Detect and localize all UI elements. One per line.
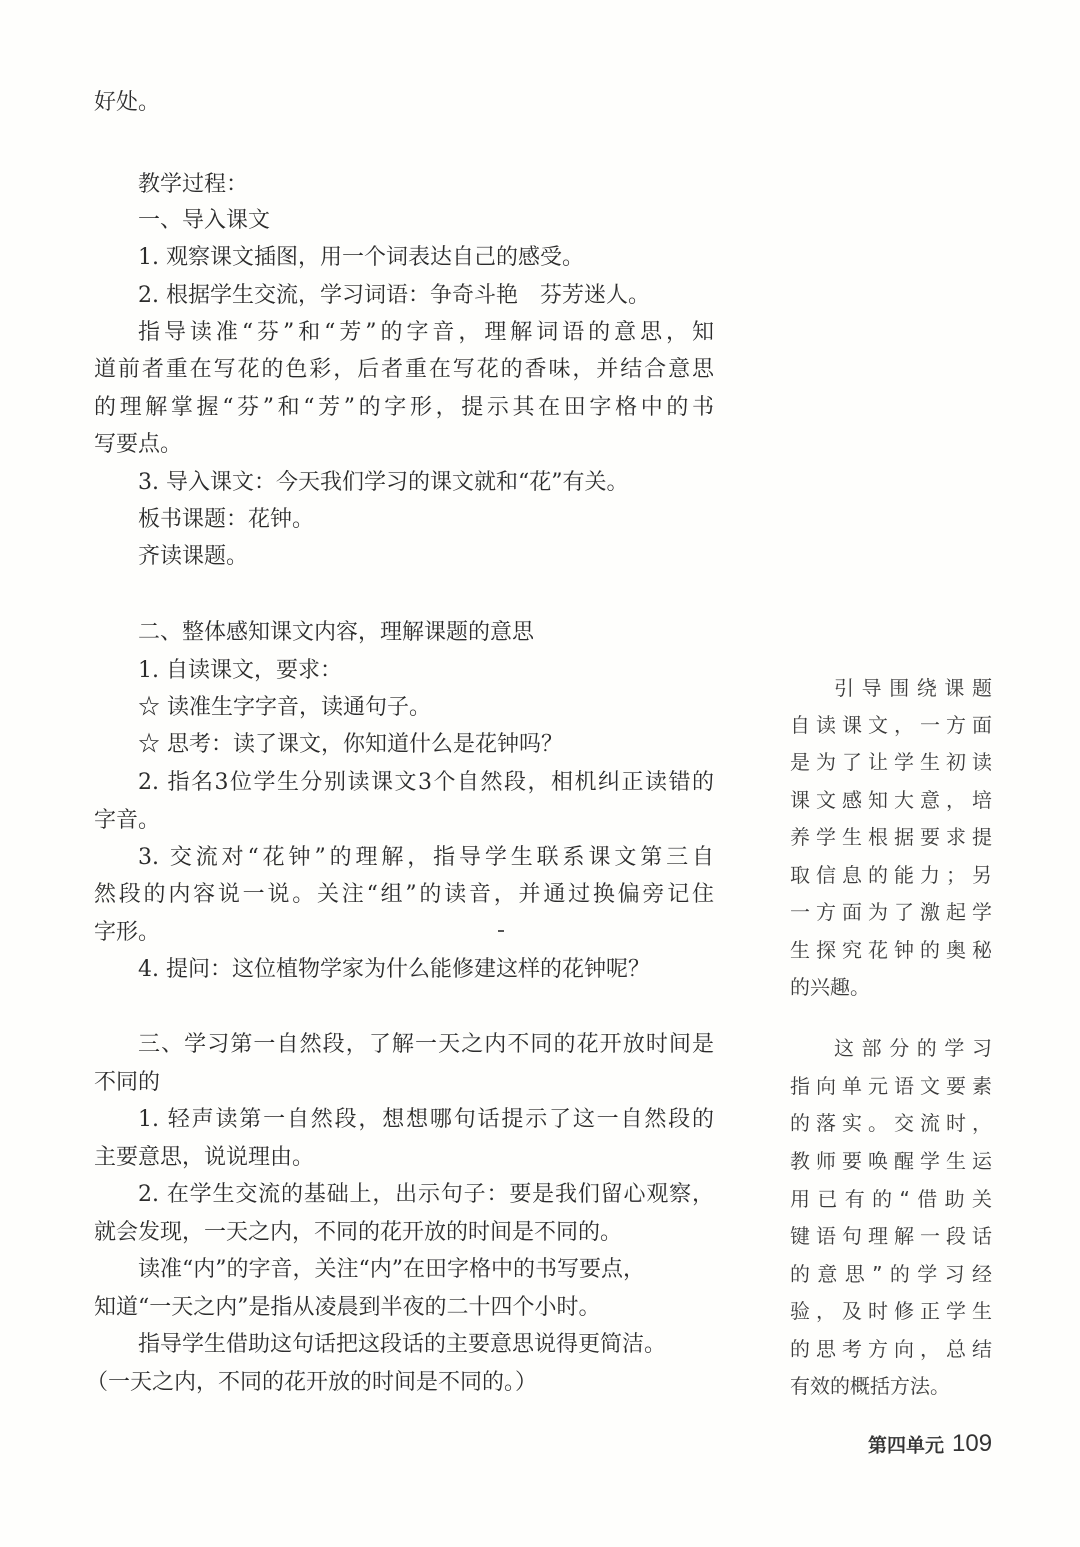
section-heading: 一、导入课文 bbox=[138, 208, 271, 233]
note-line: 一方面为了激起学 bbox=[790, 900, 992, 924]
text-line: ☆ 思考：读了课文，你知道什么是花钟吗？ bbox=[138, 732, 563, 757]
note-line: 教师要唤醒学生运 bbox=[790, 1149, 992, 1173]
note-line: 的兴趣。 bbox=[790, 975, 870, 999]
note-line: 的思考方向，总结 bbox=[790, 1337, 992, 1361]
text-line: 2. 指名3位学生分别读课文3个自然段，相机纠正读错的 bbox=[138, 770, 714, 795]
note-line: 课文感知大意，培 bbox=[790, 788, 992, 812]
note-line: 有效的概括方法。 bbox=[790, 1374, 950, 1398]
text-line: 3. 导入课文：今天我们学习的课文就和“花”有关。 bbox=[138, 470, 629, 495]
note-line: 指向单元语文要素 bbox=[790, 1074, 992, 1098]
text-line: 就会发现，一天之内，不同的花开放的时间是不同的。 bbox=[94, 1220, 623, 1245]
text-line: 好处。 bbox=[94, 90, 161, 115]
text-line: 指导学生借助这句话把这段话的主要意思说得更简洁。 bbox=[138, 1332, 667, 1357]
text-line: 道前者重在写花的色彩，后者重在写花的香味，并结合意思 bbox=[94, 357, 714, 382]
text-line: 主要意思，说说理由。 bbox=[94, 1145, 315, 1170]
note-line: 引导围绕课题 bbox=[834, 676, 992, 700]
note-line: 是为了让学生初读 bbox=[790, 750, 992, 774]
note-line: 取信息的能力；另 bbox=[790, 863, 992, 887]
note-line: 养学生根据要求提 bbox=[790, 825, 992, 849]
text-line: 2. 根据学生交流，学习词语：争奇斗艳 芬芳迷人。 bbox=[138, 283, 650, 308]
text-line: 字形。 bbox=[94, 920, 161, 945]
note-line: 这部分的学习 bbox=[834, 1036, 992, 1060]
text-line: 4. 提问：这位植物学家为什么能修建这样的花钟呢？ bbox=[138, 957, 650, 982]
text-line: 的理解掌握“芬”和“芳”的字形，提示其在田字格中的书 bbox=[94, 395, 714, 420]
note-line: 用已有的“借助关 bbox=[790, 1187, 992, 1211]
section-heading: 教学过程： bbox=[138, 172, 249, 197]
section-heading: 三、学习第一自然段，了解一天之内不同的花开放时间是 bbox=[138, 1032, 714, 1057]
text-line: 写要点。 bbox=[94, 432, 183, 457]
note-line: 的落实。交流时， bbox=[790, 1111, 992, 1135]
text-line: 指导读准“芬”和“芳”的字音，理解词语的意思，知 bbox=[138, 320, 714, 345]
note-line: 验，及时修正学生 bbox=[790, 1299, 992, 1323]
text-line: 知道“一天之内”是指从凌晨到半夜的二十四个小时。 bbox=[94, 1295, 601, 1320]
text-line: 1. 轻声读第一自然段，想想哪句话提示了这一自然段的 bbox=[138, 1107, 714, 1132]
text-line: 3. 交流对“花钟”的理解，指导学生联系课文第三自 bbox=[138, 845, 714, 870]
text-line: 然段的内容说一说。关注“组”的读音，并通过换偏旁记住 bbox=[94, 882, 714, 907]
unit-label: 第四单元 bbox=[868, 1434, 945, 1457]
text-line: 字音。 bbox=[94, 808, 161, 833]
note-line: 键语句理解一段话 bbox=[790, 1224, 992, 1248]
text-line: 1. 观察课文插图，用一个词表达自己的感受。 bbox=[138, 245, 584, 270]
text-line: ☆ 读准生字字音，读通句子。 bbox=[138, 695, 431, 720]
section-heading: 不同的 bbox=[94, 1070, 161, 1095]
note-line: 的意思”的学习经 bbox=[790, 1262, 992, 1286]
section-heading: 二、整体感知课文内容，理解课题的意思 bbox=[138, 620, 535, 645]
note-line: 自读课文，一方面 bbox=[790, 713, 992, 737]
text-line: （一天之内，不同的花开放的时间是不同的。） bbox=[86, 1370, 538, 1395]
text-line: 读准“内”的字音，关注“内”在田字格中的书写要点， bbox=[138, 1257, 645, 1282]
text-line: 2. 在学生交流的基础上，出示句子：要是我们留心观察， bbox=[138, 1182, 714, 1207]
text-line: 板书课题：花钟。 bbox=[138, 507, 315, 532]
note-line: 生探究花钟的奥秘 bbox=[790, 938, 992, 962]
page-number: 109 bbox=[952, 1430, 993, 1457]
print-speck bbox=[498, 930, 504, 932]
text-line: 1. 自读课文，要求： bbox=[138, 658, 342, 683]
text-line: 齐读课题。 bbox=[138, 544, 249, 569]
page-footer bbox=[868, 1430, 992, 1458]
